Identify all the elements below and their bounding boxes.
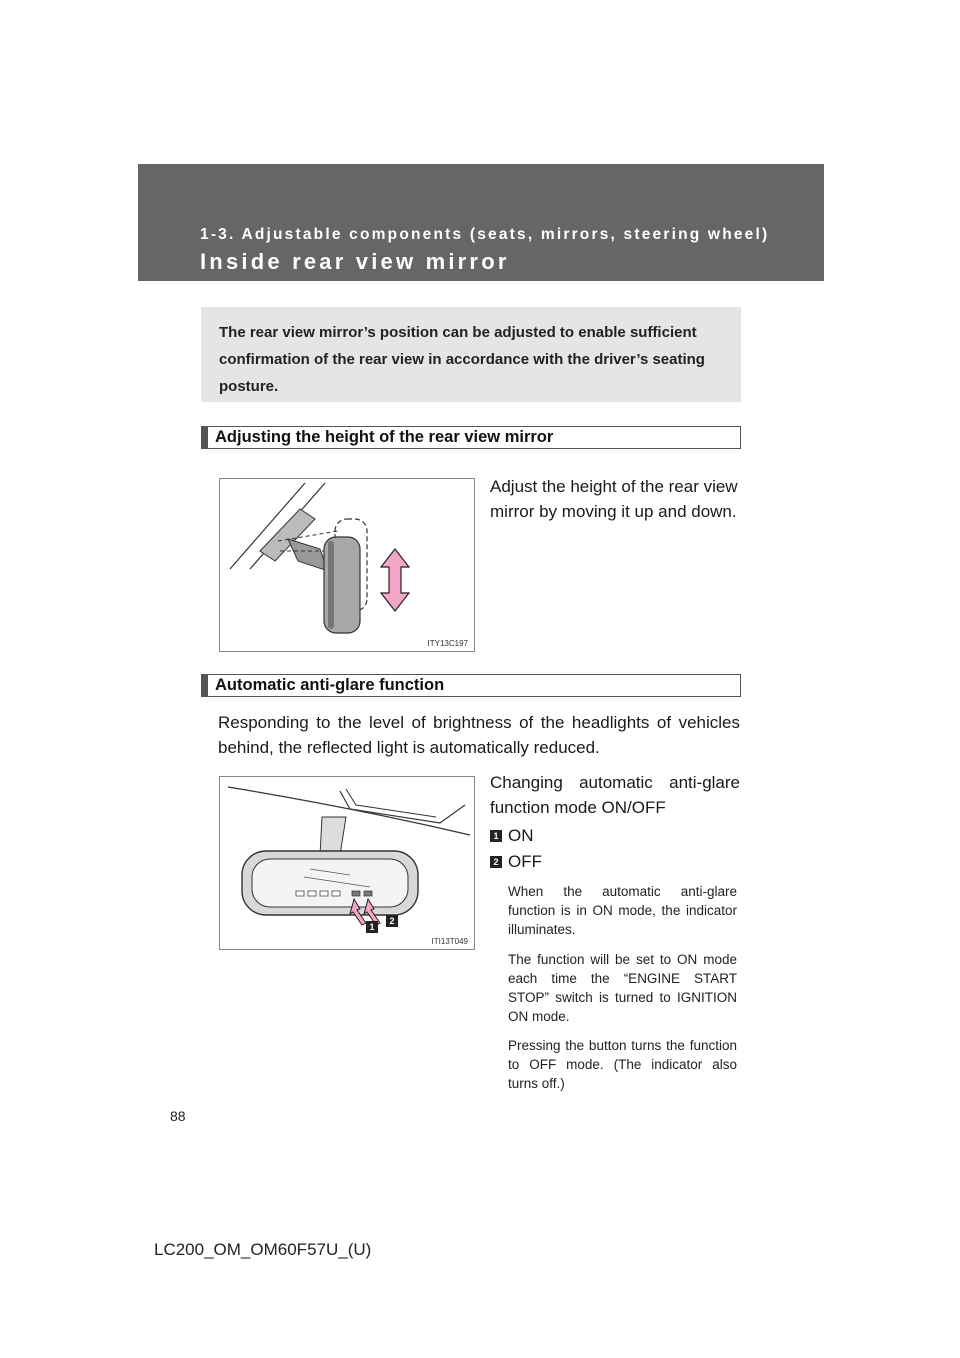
note-press-off: Pressing the button turns the function to OFF mode. (The indicator also turns off.) — [508, 1038, 737, 1091]
list-item-label: OFF — [508, 852, 542, 871]
note-indicator: When the automatic anti-glare function is in ON mode, the indicator illuminates. — [508, 884, 737, 937]
svg-text:2: 2 — [389, 916, 395, 926]
figure-code: ITI13T049 — [431, 937, 468, 946]
heading-adjust-height: Adjusting the height of the rear view mirror — [201, 426, 741, 449]
list-item-label: ON — [508, 826, 534, 845]
svg-text:1: 1 — [369, 922, 375, 932]
anti-glare-description: Responding to the level of brightness of the headlights of vehicles behind, the reflected light is automatically reduced. — [218, 713, 740, 757]
page-number: 88 — [170, 1108, 186, 1124]
list-item-off — [490, 850, 542, 874]
anti-glare-mirror-illustration — [220, 777, 474, 949]
mirror-height-illustration — [220, 479, 474, 651]
heading-anti-glare: Automatic anti-glare function — [201, 674, 741, 697]
figure-anti-glare — [219, 776, 475, 950]
page-title: Inside rear view mirror — [200, 249, 510, 274]
callout-number: 1 — [490, 830, 502, 842]
adjust-height-text: Adjust the height of the rear view mirror by moving it up and down. — [490, 477, 738, 521]
list-item-on — [490, 824, 534, 848]
anti-glare-lead: Changing automatic anti-glare function mode ON/OFF — [490, 773, 740, 817]
document-code: LC200_OM_OM60F57U_(U) — [154, 1240, 372, 1259]
chapter-header — [138, 164, 824, 281]
section-title: 1-3. Adjustable components (seats, mirrors, steering wheel) — [200, 226, 770, 243]
note-default-on: The function will be set to ON mode each time the “ENGINE START STOP” switch is turned to IGNITION ON mode. — [508, 952, 737, 1024]
figure-mirror-height — [219, 478, 475, 652]
intro-box: The rear view mirror’s position can be adjusted to enable sufficient confirmation of the rear view in accordance with the driver’s seating posture. — [201, 307, 741, 402]
figure-code: ITY13C197 — [427, 639, 468, 648]
callout-number: 2 — [490, 856, 502, 868]
